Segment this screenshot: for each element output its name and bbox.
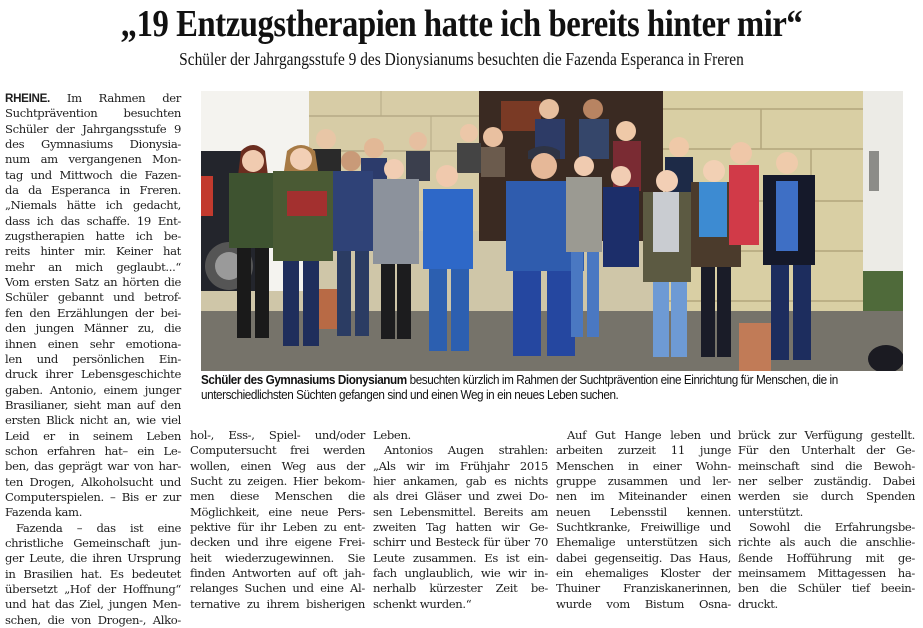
article-line: Für den Unterhalt der Ge- <box>738 443 915 458</box>
article-line: num am vergangenen Mon- <box>5 152 181 167</box>
article-line: nerhalb kürzester Zeit be- <box>373 581 548 596</box>
article-line: Vom ersten Satz an hörten die <box>5 275 181 290</box>
article-line: neuen Lebensstil kennen. <box>556 504 731 519</box>
article-line: druck ihrer Lebensgeschichte <box>5 367 181 382</box>
article-line: Leute zusammen. Es ist ein- <box>373 550 548 565</box>
article-line: RHEINE. Im Rahmen der <box>5 91 181 105</box>
article-line: „Niemals hätte ich gedacht, <box>5 198 181 213</box>
subheadline: Schüler der Jahrgangsstufe 9 des Dionysianums besuchten die Fazenda Esperanca in Freren <box>179 49 744 69</box>
article-line: schon erfahren hat– ein Le- <box>5 443 181 458</box>
article-line: ersten Blick nicht an, wie viel <box>5 413 181 428</box>
article-line: des Gymnasiums Dionysia- <box>5 137 181 152</box>
article-line: Sucht zu zeigen. Hier bekom- <box>190 474 365 489</box>
article-line: Sowohl die Erfahrungsbe- <box>749 520 915 535</box>
article-line: Menschen in einer Wohn- <box>556 458 731 473</box>
article-line: wollen, einen Weg aus der <box>190 458 365 473</box>
article-line: meinschaft sind die Bewoh- <box>738 458 915 473</box>
photo-caption <box>201 373 861 403</box>
group-photo-image <box>201 91 903 371</box>
article-line: werden sie durch Spenden <box>738 489 915 504</box>
article-line: gruppe zusammen und ler- <box>556 474 731 489</box>
article-line: ein ehemaliges Kloster der <box>556 566 731 581</box>
article-line: den jungen Männer zu, die <box>5 321 181 336</box>
article-line: richte als auch die anschlie- <box>738 535 915 550</box>
article-line: hol-, Ess-, Spiel- und/oder <box>190 428 365 442</box>
article-line: Auf Gut Hange leben und <box>567 428 731 442</box>
article-line: in Brasilien hat. Es bedeutet <box>5 566 181 581</box>
article-line: arbeiten zurzeit 11 junge <box>556 443 731 458</box>
article-line: zugstherapien hatte ich be- <box>5 229 181 244</box>
article-line: heit wiederzugewinnen. Sie <box>190 550 365 565</box>
article-line: übersetzt „Hof der Hoffnung“ <box>5 582 181 596</box>
article-line: dabei gegenseitig. Das Haus, <box>556 550 731 565</box>
article-line: Suchtkranke, Freiwillige und <box>556 520 731 535</box>
article-line: und hat das Ziel, jungen Men- <box>5 597 181 612</box>
article-line: men diese Menschen die <box>190 489 365 504</box>
article-line: gaben. Antonio, einem junger <box>5 382 181 397</box>
article-line: christliche Gemeinschaft jun- <box>5 535 181 550</box>
article-line: Brasilianer, sieht man auf den <box>5 397 181 412</box>
article-line: brück zur Verfügung gestellt. <box>738 428 915 442</box>
article-line: Leid er in seinem Leben <box>5 428 181 443</box>
article-line: Schüler der Jahrgangsstufe 9 <box>5 121 181 136</box>
article-column-4 <box>556 428 731 612</box>
article-line: mehr an mich geglaubt...“ <box>5 259 181 274</box>
article-line: wurde vom Bistum Osna- <box>556 596 731 611</box>
article-line: ternative zu ihrem bisherigen <box>190 596 365 611</box>
article-line: Thuiner Franziskanerinnen, <box>556 581 731 596</box>
article-line: len und persönlichen Ein- <box>5 351 181 366</box>
article-line: Fazenda – das ist eine <box>16 520 181 535</box>
article-line: reits hinter mir. Keiner hat <box>5 244 181 259</box>
article-line: sen Lebensmittel. Bereits am <box>373 504 548 519</box>
article-line: meinsamem Mittagessen ha- <box>738 566 915 581</box>
article-line: schenkt wurden.“ <box>373 596 472 611</box>
article-line: ben die Schüler tief beein- <box>738 581 915 596</box>
article-line: nen im Miteinander einen <box>556 489 731 504</box>
caption-text: besuchten kürzlich im Rahmen der Suchtprävention eine Einrichtung für Menschen, die in unterschiedlichsten Süchten gefangen sind und einen Weg in ein neues Leben suchen. <box>201 373 838 402</box>
article-line: Antonios Augen strahlen: <box>384 443 548 458</box>
article-column-2 <box>190 428 365 612</box>
article-line: ßende Hofführung mit ge- <box>738 550 915 565</box>
article-line: dass ich das schaffe. 19 Ent- <box>5 213 181 228</box>
article-column-1 <box>5 91 181 628</box>
article-line: hier ankamen, gab es nichts <box>373 474 548 489</box>
article-line: unterstützt. <box>738 504 803 519</box>
article-line: relanges Suchen und eine Al- <box>190 581 365 596</box>
article-line: fach unglaublich, wie wir in- <box>373 566 548 581</box>
article-line: schirr und Besteck für über 70 <box>373 535 548 550</box>
article-line: da da Esperanca in Freren. <box>5 183 181 198</box>
group-photo <box>201 91 903 371</box>
article-line: als drei Gläser und zwei Do- <box>373 489 548 504</box>
article-column-5 <box>738 428 915 612</box>
article-line: Möglichkeit, eine neue Pers- <box>190 504 365 519</box>
article-line: ihnen einen sehr emotiona- <box>5 336 181 351</box>
article-line: Computerspielen. – Bis er zur <box>5 489 181 504</box>
article-line: pektive für ihr Leben zu ent- <box>190 520 365 535</box>
article-line: Computersucht frei werden <box>190 443 365 458</box>
article-line: ten Drogen, Alkoholsucht und <box>5 474 181 489</box>
article-line: „Als wir im Frühjahr 2015 <box>373 458 548 473</box>
article-line: druckt. <box>738 596 778 611</box>
dateline: RHEINE. <box>5 92 50 105</box>
article-line: fen den Erzählungen der bei- <box>5 305 181 320</box>
article-line: zweiten Tag hatten wir Ge- <box>373 520 548 535</box>
headline: „19 Entzugstherapien hatte ich bereits hinter mir“ <box>120 3 803 45</box>
article-line: Suchtprävention besuchten <box>5 106 181 121</box>
article-line: Leben. <box>373 428 411 442</box>
article-line: finden Antworten auf oft jah- <box>190 566 365 581</box>
article-line: schen, die von Drogen-, Alko- <box>5 612 181 627</box>
article-line: Ehemalige unterstützen sich <box>556 535 731 550</box>
article-line: tag und Mittwoch die Fazen- <box>5 167 181 182</box>
article-line: ner selber zuständig. Dabei <box>738 474 915 489</box>
article-line: Schüler gebannt und betrof- <box>5 290 181 305</box>
caption-bold: Schüler des Gymnasiums Dionysianum <box>201 373 407 387</box>
article-line: decken und ihre eigene Frei- <box>190 535 365 550</box>
article-line: ger Leute, die ihren Ursprung <box>5 551 181 566</box>
article-line: ben, das geprägt war von har- <box>5 459 181 474</box>
article-column-3 <box>373 428 548 612</box>
article-line: Fazenda kam. <box>5 505 83 520</box>
